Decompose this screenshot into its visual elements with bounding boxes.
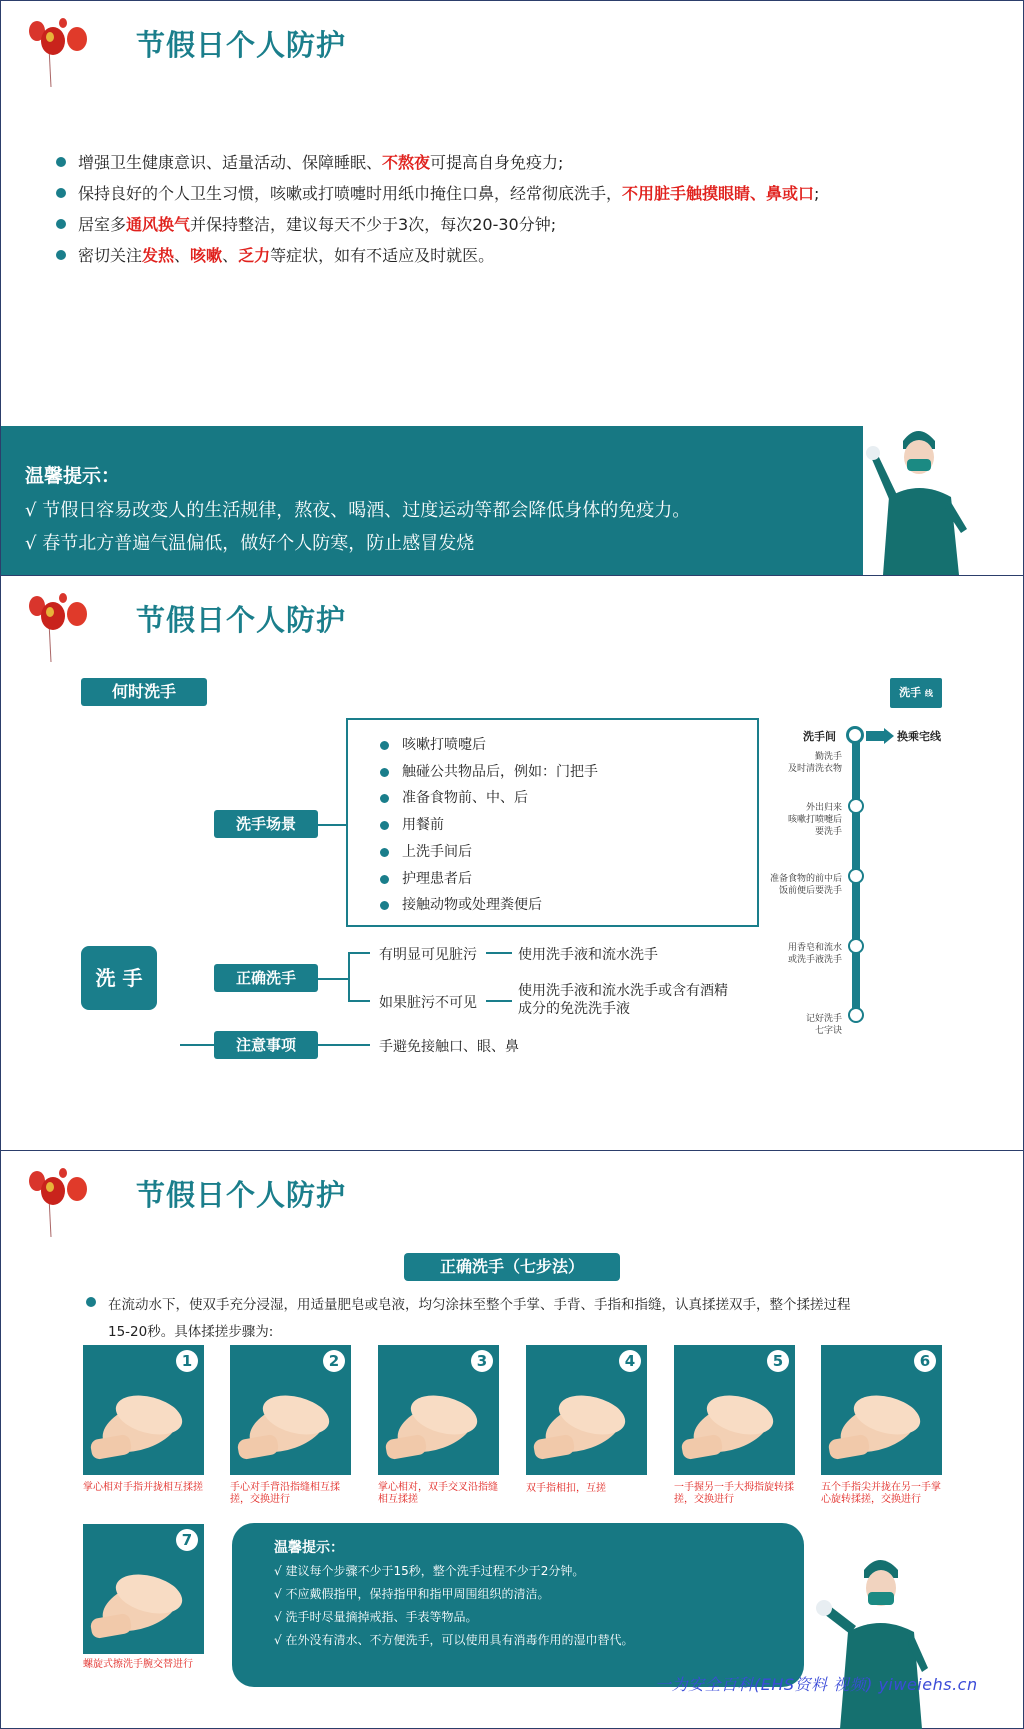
bullet-item xyxy=(56,240,956,271)
scene-list xyxy=(378,732,598,919)
bullet-item xyxy=(56,147,956,178)
highlight-text: 不熬夜 xyxy=(382,153,431,172)
station-node xyxy=(848,938,864,954)
visible-dirt-action: 使用洗手液和流水洗手 xyxy=(518,947,658,963)
step-image xyxy=(821,1345,942,1475)
bullet-list xyxy=(56,147,956,271)
connector-line xyxy=(316,824,346,826)
arrow-right-icon xyxy=(866,728,894,744)
bullet-text: 并保持整洁，建议每天不少于3次，每次20-30分钟; xyxy=(190,215,557,234)
tip-line: √ 不应戴假指甲，保持指甲和指甲周围组织的清洁。 xyxy=(274,1587,550,1601)
step-number: 4 xyxy=(619,1350,641,1372)
bullet-text: 等症状，如有不适应及时就医。 xyxy=(270,246,495,265)
intro-text: 在流动水下，使双手充分浸湿，用适量肥皂或皂液，均匀涂抹至整个手掌、手背、手指和指缝，认真揉搓双手，整个揉搓过程 xyxy=(108,1297,851,1313)
step-number: 6 xyxy=(914,1350,936,1372)
bullet-item xyxy=(56,178,956,209)
balloons-icon xyxy=(23,17,93,87)
bullet-text: 密切关注 xyxy=(78,246,143,265)
step-caption: 掌心相对，双手交叉沿指缝相互揉搓 xyxy=(378,1482,498,1505)
notice-label: 注意事项 xyxy=(214,1031,318,1059)
stop-label: 外出归来 咳嗽打喷嚏后 要洗手 xyxy=(787,803,842,837)
connector-line xyxy=(486,1000,512,1002)
bullet-text: 、 xyxy=(222,246,239,265)
when-label: 何时洗手 xyxy=(81,678,207,706)
tip-line: √ 在外没有清水、不方便洗手，可以使用具有消毒作用的湿巾替代。 xyxy=(274,1633,634,1647)
tip-line: √ 洗手时尽量摘掉戒指、手表等物品。 xyxy=(274,1610,478,1624)
nurse-icon xyxy=(810,1548,930,1729)
slide-1 xyxy=(0,0,1024,576)
tip-line: √ 建议每个步骤不少于15秒，整个洗手过程不少于2分钟。 xyxy=(274,1564,585,1578)
step-caption: 手心对手背沿指缝相互揉搓，交换进行 xyxy=(230,1482,340,1505)
balloons-icon xyxy=(23,1167,93,1237)
highlight-text: 不用脏手触摸眼睛、鼻或口 xyxy=(622,184,815,203)
seven-step-header: 正确洗手（七步法） xyxy=(404,1253,620,1281)
step-number: 3 xyxy=(471,1350,493,1372)
step-image xyxy=(230,1345,351,1475)
scene-item: 咳嗽打喷嚏后 xyxy=(378,732,598,759)
stop-label: 记好洗手 七字诀 xyxy=(805,1014,842,1036)
bullet-item xyxy=(56,209,956,240)
tip-box xyxy=(232,1523,804,1687)
notice-text: 手避免接触口、眼、鼻 xyxy=(379,1039,519,1055)
intro-text: 15-20秒。具体揉搓步骤为: xyxy=(108,1324,274,1340)
tip-line: √ 春节北方普遍气温偏低，做好个人防寒，防止感冒发烧 xyxy=(25,533,475,554)
balloons-icon xyxy=(23,592,93,662)
scene-item: 触碰公共物品后，例如：门把手 xyxy=(378,759,598,786)
highlight-text: 通风换气 xyxy=(126,215,191,234)
step-number: 2 xyxy=(323,1350,345,1372)
station-start: 洗手间 xyxy=(803,730,836,743)
invisible-dirt-action: 使用洗手液和流水洗手或含有酒精 xyxy=(518,983,728,999)
connector-line xyxy=(348,952,370,954)
station-node xyxy=(846,726,864,744)
highlight-text: 乏力 xyxy=(238,246,271,265)
scene-item: 接触动物或处理粪便后 xyxy=(378,892,598,919)
tip-band xyxy=(1,426,863,575)
step-image xyxy=(674,1345,795,1475)
connector-line xyxy=(316,978,350,980)
step-image xyxy=(378,1345,499,1475)
bullet-text: 居室多 xyxy=(78,215,127,234)
step-number: 7 xyxy=(176,1529,198,1551)
highlight-text: 发热 xyxy=(142,246,175,265)
highlight-text: 咳嗽 xyxy=(190,246,223,265)
step-image xyxy=(83,1524,204,1654)
bullet-text: 可提高自身免疫力; xyxy=(430,153,564,172)
scene-item: 准备食物前、中、后 xyxy=(378,785,598,812)
step-number: 1 xyxy=(176,1350,198,1372)
step-image xyxy=(83,1345,204,1475)
bullet-text: 增强卫生健康意识、适量活动、保障睡眠、 xyxy=(78,153,383,172)
station-node xyxy=(848,798,864,814)
nurse-icon xyxy=(863,419,973,575)
scene-label: 洗手场景 xyxy=(214,810,318,838)
page-title: 节假日个人防护 xyxy=(136,1178,347,1212)
correct-label: 正确洗手 xyxy=(214,964,318,992)
step-caption: 五个手指尖并拢在另一手掌心旋转揉搓，交换进行 xyxy=(821,1482,941,1505)
invisible-dirt-action: 成分的免洗洗手液 xyxy=(518,1001,630,1017)
bullet-dot xyxy=(86,1297,96,1307)
tip-title: 温馨提示： xyxy=(274,1540,344,1556)
page-title: 节假日个人防护 xyxy=(136,28,347,62)
stop-label: 勤洗手 及时清洗衣物 xyxy=(787,752,842,774)
tip-line: √ 节假日容易改变人的生活规律，熬夜、喝酒、过度运动等都会降低身体的免疫力。 xyxy=(25,500,691,521)
scene-item: 护理患者后 xyxy=(378,866,598,893)
page-title: 节假日个人防护 xyxy=(136,603,347,637)
invisible-dirt-text: 如果脏污不可见 xyxy=(379,995,477,1011)
watermark: 一为安全百科(EHS资料 视频) yiweiehs.cn xyxy=(655,1675,978,1694)
station-node xyxy=(848,1007,864,1023)
connector-line xyxy=(348,1000,370,1002)
wash-main: 洗 手 xyxy=(81,946,157,1010)
station-transfer: 换乘宅线 xyxy=(897,730,941,743)
bullet-text: ; xyxy=(814,184,820,203)
bullet-text: 保持良好的个人卫生习惯，咳嗽或打喷嚏时用纸巾掩住口鼻，经常彻底洗手， xyxy=(78,184,623,203)
line-tag: 洗手 线 xyxy=(890,678,942,708)
stop-label: 用香皂和流水 或洗手液洗手 xyxy=(787,943,842,965)
visible-dirt-text: 有明显可见脏污 xyxy=(379,947,477,963)
scene-item: 用餐前 xyxy=(378,812,598,839)
station-node xyxy=(848,868,864,884)
tip-title: 温馨提示： xyxy=(25,465,121,487)
step-caption: 一手握另一手大拇指旋转揉搓，交换进行 xyxy=(674,1482,794,1505)
step-image xyxy=(526,1345,647,1475)
bullet-text: 、 xyxy=(174,246,191,265)
connector-line xyxy=(348,952,350,1002)
scene-item: 上洗手间后 xyxy=(378,839,598,866)
stop-label: 准备食物的前中后 饭前便后要洗手 xyxy=(769,874,842,896)
step-caption: 螺旋式擦洗手腕交替进行 xyxy=(83,1659,193,1670)
connector-line xyxy=(486,952,512,954)
step-number: 5 xyxy=(767,1350,789,1372)
step-caption: 掌心相对手指并拢相互揉搓 xyxy=(83,1482,203,1493)
step-caption: 双手指相扣，互搓 xyxy=(526,1483,606,1494)
